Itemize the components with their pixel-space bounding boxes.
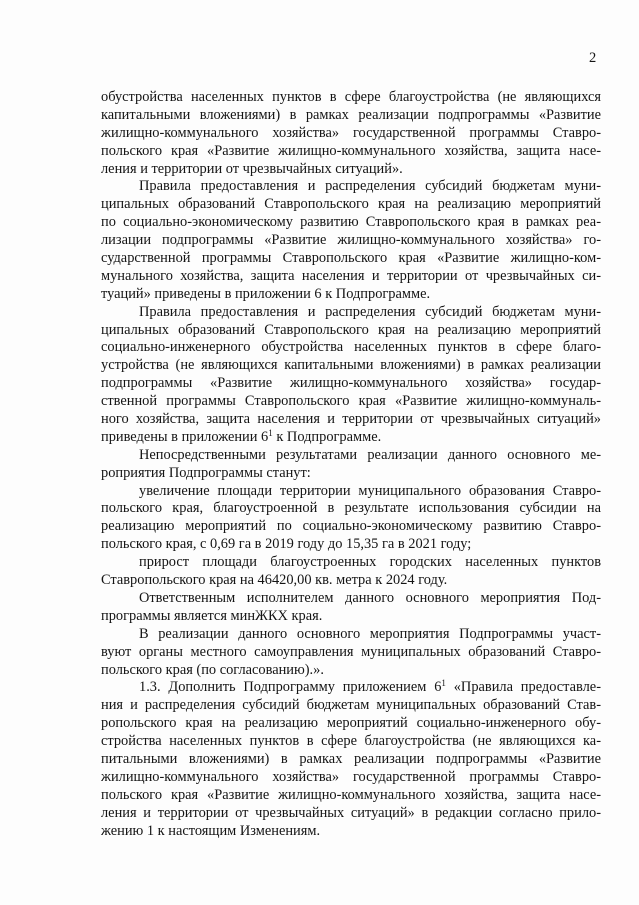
text-line: В реализации данного основного мероприятия Подпрограммы участ- bbox=[139, 625, 601, 642]
text-line: капитальными вложениями) в рамках реализации подпрограммы «Развитие bbox=[101, 106, 601, 123]
text-line: реализацию мероприятий по социально-экономическому развитию Ставро- bbox=[101, 518, 601, 535]
text-line: по социально-экономическому развитию Ставропольского края в рамках реа- bbox=[101, 214, 601, 231]
text-line: программы является минЖКХ края. bbox=[101, 607, 323, 624]
text-line: увеличение площади территории муниципального образования Ставро- bbox=[139, 482, 601, 499]
text-line: социально-инженерного обустройства населенных пунктов в сфере благо- bbox=[101, 339, 601, 356]
text-line: прирост площади благоустроенных городских населенных пунктов bbox=[139, 554, 601, 571]
text-line: приведены в приложении $6^1$ к Подпрограмме. bbox=[101, 428, 382, 445]
text-line: подпрограммы «Развитие жилищно-коммунального хозяйства» государ- bbox=[101, 375, 601, 392]
text-line: стройства населенных пунктов в сфере благоустройства (не являющихся ка- bbox=[101, 733, 601, 750]
text-line: польского края «Развитие жилищно-коммунального хозяйства, защита насе- bbox=[101, 142, 601, 159]
text-line: устройства (не являющихся капитальными вложениями) в рамках реализации bbox=[101, 357, 601, 374]
text-line: польского края, благоустроенной в результате использования субсидии на bbox=[101, 500, 601, 517]
text-line: Правила предоставления и распределения субсидий бюджетам муни- bbox=[139, 303, 601, 320]
text-line: ного хозяйства, защита населения и территории от чрезвычайных ситуаций» bbox=[101, 411, 601, 428]
text-line: жилищно-коммунального хозяйства» государственной программы Ставро- bbox=[101, 124, 601, 141]
text-line: ления и территории от чрезвычайных ситуаций» в редакции согласно прило- bbox=[101, 804, 601, 821]
text-line: лизации подпрограммы «Развитие жилищно-коммунального хозяйства» го- bbox=[101, 232, 601, 249]
text-line: ропольского края на реализацию мероприятий социально-инженерного обу- bbox=[101, 715, 601, 732]
text-line: Ставропольского края на 46420,00 кв. метра к 2024 году. bbox=[101, 572, 448, 589]
document-body bbox=[101, 89, 601, 840]
text-line: мунального хозяйства, защита населения и территории от чрезвычайных си- bbox=[101, 267, 601, 284]
paragraph bbox=[101, 304, 601, 447]
paragraph bbox=[101, 89, 601, 178]
text-line: питальными вложениями) в рамках реализации подпрограммы «Развитие bbox=[101, 750, 601, 767]
text-line: польского края, с 0,69 га в 2019 году до 15,35 га в 2021 году; bbox=[101, 536, 472, 553]
text-line: туаций» приведены в приложении 6 к Подпрограмме. bbox=[101, 285, 431, 302]
text-line: ния и распределения субсидий бюджетам муниципальных образований Став- bbox=[101, 697, 601, 714]
text-line: Ответственным исполнителем данного основного мероприятия Под- bbox=[139, 589, 601, 606]
text-line: сударственной программы Ставропольского края «Развитие жилищно-ком- bbox=[101, 250, 601, 267]
text-line: ципальных образований Ставропольского края на реализацию мероприятий bbox=[101, 196, 601, 213]
paragraph bbox=[101, 626, 601, 680]
paragraph bbox=[101, 178, 601, 303]
paragraph bbox=[101, 554, 601, 590]
text-line: ственной программы Ставропольского края «Развитие жилищно-коммуналь- bbox=[101, 393, 601, 410]
paragraph bbox=[101, 447, 601, 483]
text-line: польского края (по согласованию).». bbox=[101, 661, 324, 678]
text-line: Непосредственными результатами реализации данного основного ме- bbox=[139, 446, 601, 463]
paragraph bbox=[101, 679, 601, 840]
paragraph bbox=[101, 590, 601, 626]
paragraph bbox=[101, 483, 601, 555]
text-line: жилищно-коммунального хозяйства» государственной программы Ставро- bbox=[101, 768, 601, 785]
text-line: ления и территории от чрезвычайных ситуаций». bbox=[101, 160, 403, 177]
text-line: роприятия Подпрограммы станут: bbox=[101, 464, 311, 481]
page-number: 2 bbox=[589, 50, 597, 66]
text-line: Правила предоставления и распределения субсидий бюджетам муни- bbox=[139, 178, 601, 195]
text-line: польского края «Развитие жилищно-коммунального хозяйства, защита насе- bbox=[101, 786, 601, 803]
text-line: 1.3. Дополнить Подпрограмму приложением $6^1$ «Правила предоставле- bbox=[139, 679, 601, 696]
text-line: ципальных образований Ставропольского края на реализацию мероприятий bbox=[101, 321, 601, 338]
text-line: обустройства населенных пунктов в сфере благоустройства (не являющихся bbox=[101, 89, 601, 105]
text-line: жению 1 к настоящим Изменениям. bbox=[101, 822, 321, 839]
text-line: вуют органы местного самоуправления муниципальных образований Ставро- bbox=[101, 643, 601, 660]
